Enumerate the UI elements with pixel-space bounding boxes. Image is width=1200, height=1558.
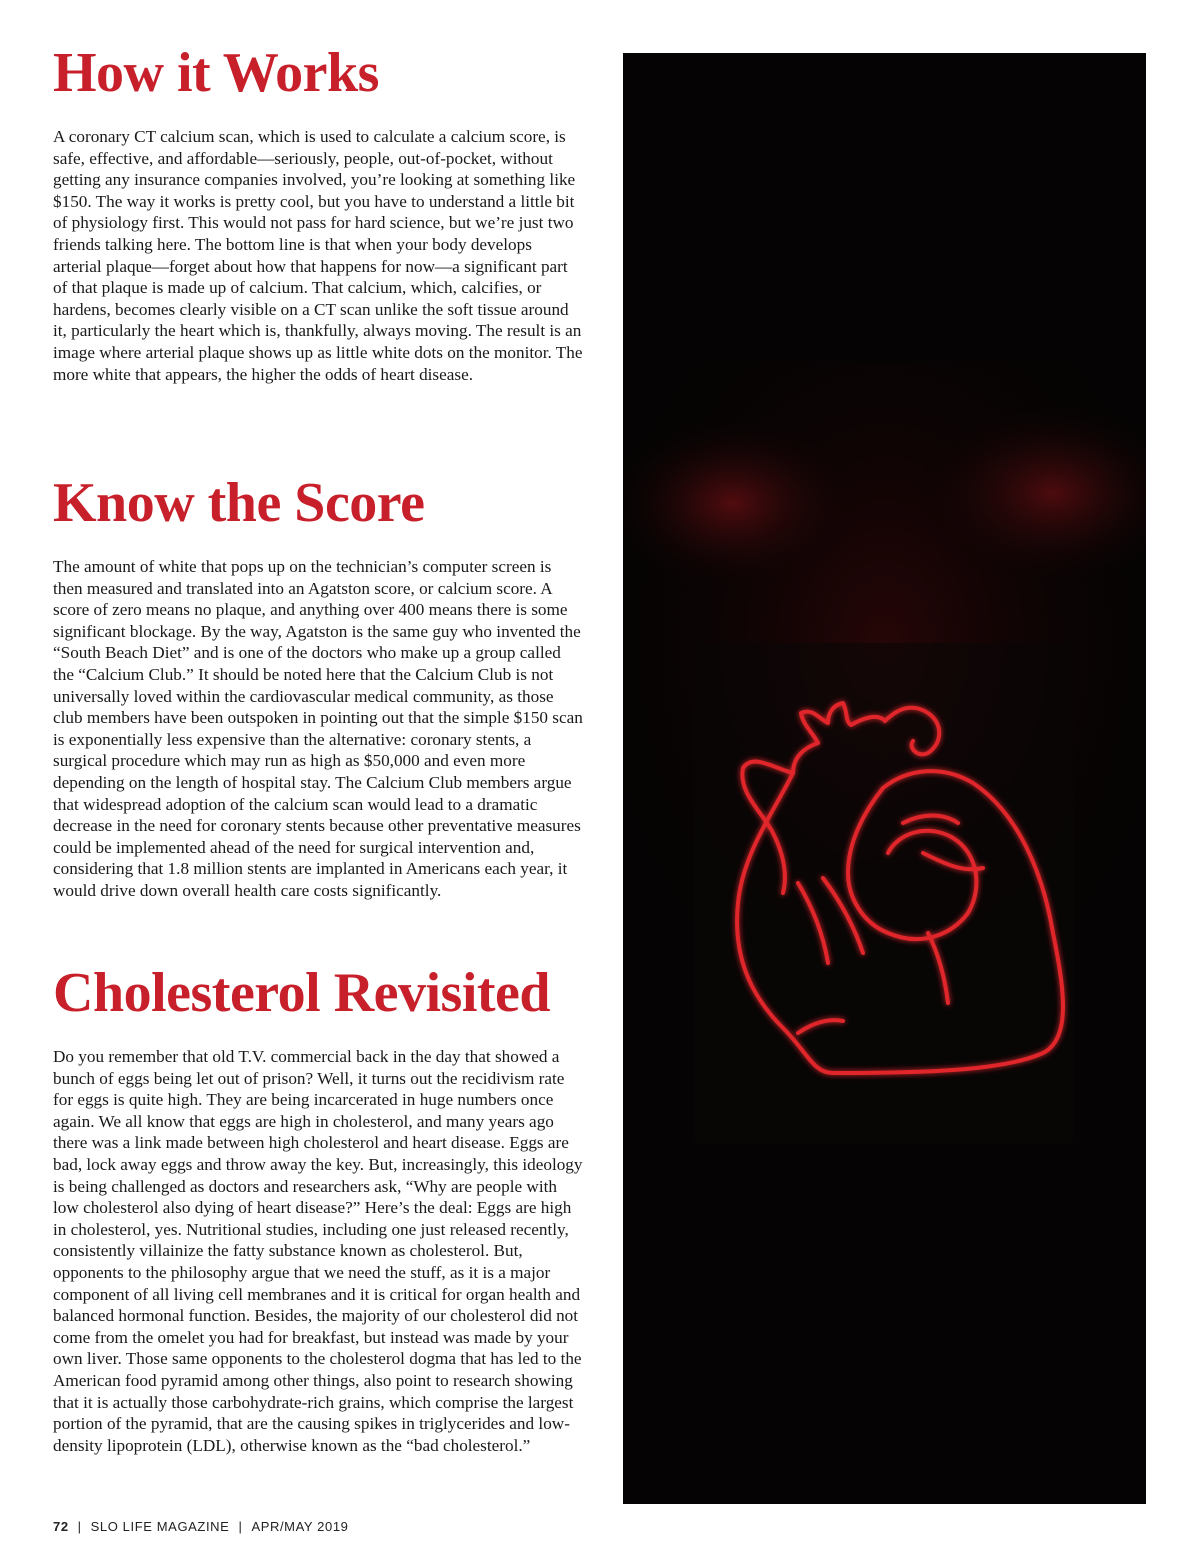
page-number: 72 xyxy=(53,1519,69,1534)
section-know-the-score xyxy=(53,470,583,902)
body-know-the-score: The amount of white that pops up on the technician’s computer screen is then measured and translated into an Agatston score, or calcium score. A score of zero means no plaque, and anything over 400 means there is some significant blockage. By the way, Agatston is the same guy who invented the “South Beach Diet” and is one of the doctors who make up a group called the “Calcium Club.” It should be noted here that the Calcium Club is not universally loved within the cardiovascular medical community, as those club members have been outspoken in pointing out that the simple $150 scan is exponentially less expensive than the alternative: coronary stents, a surgical procedure which may run as high as $50,000 and even more depending on the length of hospital stay. The Calcium Club members argue that widespread adoption of the calcium scan would lead to a dramatic decrease in the need for coronary stents because other preventative measures could be implemented ahead of the need for surgical intervention and, considering that 1.8 million stents are implanted in Americans each year, it would drive down overall health care costs significantly. xyxy=(53,557,583,900)
section-how-it-works xyxy=(53,40,583,385)
body-cholesterol-revisited: Do you remember that old T.V. commercial back in the day that showed a bunch of eggs being let out of prison? Well, it turns out the recidivism rate for eggs is quite high. They are being incarcerated in huge numbers once again. We all know that eggs are high in cholesterol, and many years ago there was a link made between high cholesterol and heart disease. Eggs are bad, lock away eggs and throw away the key. But, increasingly, this ideology is being challenged as doctors and researchers ask, “Why are people with low cholesterol also dying of heart disease?” Here’s the deal: Eggs are high in cholesterol, yes. Nutritional studies, including one just released recently, consistently villainize the fatty substance known as cholesterol. But, opponents to the philosophy argue that we need the stuff, as it is a major component of all living cell membranes and it is critical for organ health and balanced hormonal function. Besides, the majority of our cholesterol did not come from the omelet you had for breakfast, but instead was made by your own liver. Those same opponents to the cholesterol dogma that has led to the American food pyramid among other things, also point to research showing that it is actually those carbohydrate-rich grains, which comprise the largest portion of the pyramid, that are the causing spikes in triglycerides and low-density lipoprotein (LDL), otherwise known as the “bad cholesterol.” xyxy=(53,1047,583,1455)
footer-divider-2: | xyxy=(238,1519,243,1534)
publication-name: SLO LIFE MAGAZINE xyxy=(90,1519,230,1534)
footer-divider: | xyxy=(77,1519,82,1534)
heading-how-it-works: How it Works xyxy=(53,42,379,104)
page-footer xyxy=(53,1519,348,1534)
neon-heart-photo xyxy=(623,53,1146,1504)
section-cholesterol-revisited xyxy=(53,960,583,1456)
issue-date: APR/MAY 2019 xyxy=(251,1519,349,1534)
heading-cholesterol-revisited: Cholesterol Revisited xyxy=(53,962,551,1024)
body-how-it-works: A coronary CT calcium scan, which is used to calculate a calcium score, is safe, effective, and affordable—seriously, people, out-of-pocket, without getting any insurance companies involved, you’re looking at something like $150. The way it works is pretty cool, but you have to understand a little bit of physiology first. This would not pass for hard science, but we’re just two friends talking here. The bottom line is that when your body develops arterial plaque—forget about how that happens for now—a significant part of that plaque is made up of calcium. That calcium, which, calcifies, or hardens, becomes clearly visible on a CT scan unlike the soft tissue around it, particularly the heart which is, thankfully, always moving. The result is an image where arterial plaque shows up as little white dots on the monitor. The more white that appears, the higher the odds of heart disease. xyxy=(53,127,583,384)
heading-know-the-score: Know the Score xyxy=(53,472,425,534)
neon-heart-scene xyxy=(623,53,1146,1504)
